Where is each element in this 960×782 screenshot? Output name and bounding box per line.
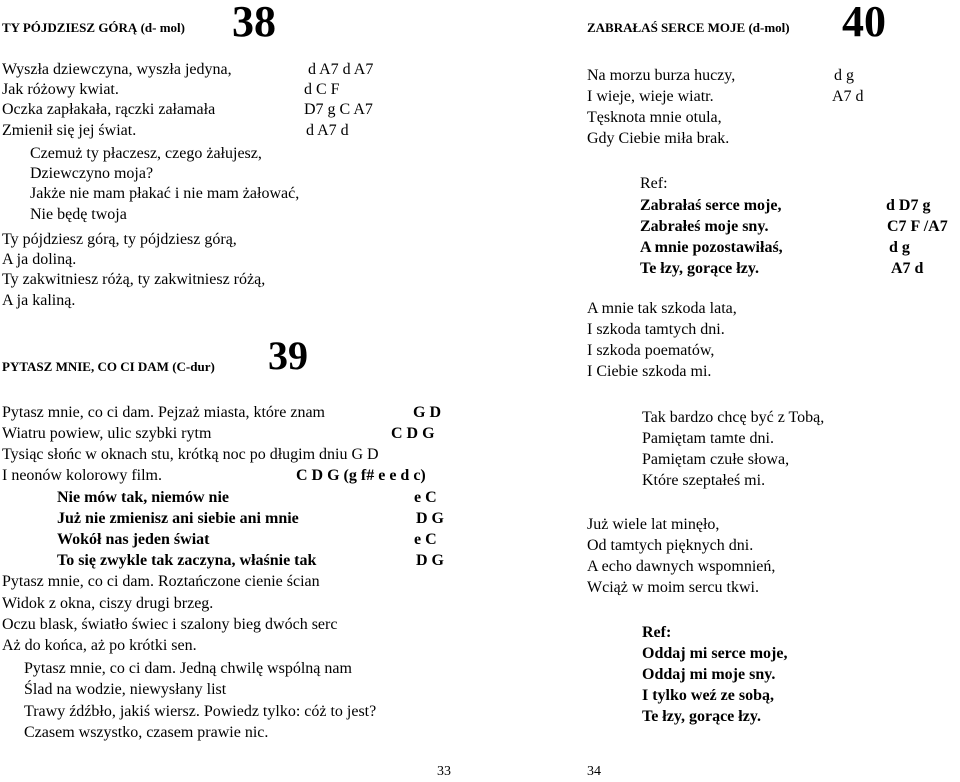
lyric-line: Które szeptałeś mi. — [642, 472, 766, 489]
song39-title: PYTASZ MNIE, CO CI DAM (C-dur) — [2, 359, 215, 374]
chord-line: e C — [414, 531, 437, 548]
lyric-line: Wokół nas jeden świat — [57, 531, 210, 548]
lyric-line: Pytasz mnie, co ci dam. Jedną chwilę wspólną nam — [24, 660, 352, 677]
lyric-line: Pytasz mnie, co ci dam. Roztańczone cienie ścian — [2, 573, 320, 590]
lyric-line: Zabrałeś moje sny. — [640, 218, 769, 235]
chord-line: d g — [889, 239, 910, 256]
chord-line: d A7 d — [306, 122, 349, 139]
lyric-line: Aż do końca, aż po krótki sen. — [2, 637, 197, 654]
lyric-line: Tęsknota mnie otula, — [587, 109, 722, 126]
lyric-line: Widok z okna, ciszy drugi brzeg. — [2, 595, 214, 612]
chord-line: e C — [414, 489, 437, 506]
lyric-line: I tylko weź ze sobą, — [642, 687, 774, 704]
lyric-line: Nie będę twoja — [30, 206, 127, 223]
lyric-line: A ja doliną. — [2, 251, 77, 268]
lyric-line: Te łzy, gorące łzy. — [642, 708, 761, 725]
lyric-line: Ślad na wodzie, niewysłany list — [24, 681, 227, 698]
lyric-line: Tak bardzo chcę być z Tobą, — [642, 409, 825, 426]
lyric-line: Oczka zapłakała, rączki załamała — [2, 101, 216, 118]
lyric-line: Pamiętam tamte dni. — [642, 430, 774, 447]
lyric-line: A ja kaliną. — [2, 292, 76, 309]
chord-line: D G — [416, 510, 444, 527]
lyric-line: Czemuż ty płaczesz, czego żałujesz, — [30, 145, 262, 162]
lyric-line: Zmienił się jej świat. — [2, 122, 137, 139]
song40-title: ZABRAŁAŚ SERCE MOJE (d-mol) — [587, 20, 790, 35]
chord-line: D7 g C A7 — [304, 101, 373, 118]
chord-line: C D G — [391, 425, 435, 442]
chord-line: C7 F /A7 — [887, 218, 948, 235]
song38-title: TY PÓJDZIESZ GÓRĄ (d- mol) — [2, 20, 185, 35]
lyric-line: Już nie zmienisz ani siebie ani mnie — [57, 510, 299, 527]
lyric-line: A echo dawnych wspomnień, — [587, 558, 776, 575]
lyric-line: Trawy źdźbło, jakiś wiersz. Powiedz tylko: cóż to jest? — [24, 703, 377, 720]
lyric-line: I szkoda tamtych dni. — [587, 321, 725, 338]
lyric-line: I wieje, wieje wiatr. — [587, 88, 714, 105]
lyric-line: Ty zakwitniesz różą, ty zakwitniesz różą, — [2, 271, 266, 288]
lyric-line: Dziewczyno moja? — [30, 165, 154, 182]
page-number-left: 33 — [437, 764, 451, 779]
lyric-line: Od tamtych pięknych dni. — [587, 537, 754, 554]
lyric-line: Zabrałaś serce moje, — [640, 197, 782, 214]
page-number-right: 34 — [587, 764, 601, 779]
chord-line: d C F — [304, 81, 340, 98]
lyric-line: To się zwykle tak zaczyna, właśnie tak — [57, 552, 317, 569]
chord-line: d A7 d A7 — [308, 61, 374, 78]
lyric-line: Oczu blask, światło świec i szalony bieg dwóch serc — [2, 616, 338, 633]
lyric-line: Pytasz mnie, co ci dam. Pejzaż miasta, które znam — [2, 404, 325, 421]
lyric-line: Czasem wszystko, czasem prawie nic. — [24, 724, 269, 741]
lyric-line: Już wiele lat minęło, — [587, 516, 720, 533]
lyric-line: A mnie pozostawiłaś, — [640, 239, 783, 256]
lyric-line: Na morzu burza huczy, — [587, 67, 736, 84]
song40-number: 40 — [842, 0, 886, 46]
lyric-line: Oddaj mi serce moje, — [642, 645, 788, 662]
chord-line: D G — [416, 552, 444, 569]
chord-line: d g — [834, 67, 854, 84]
lyric-line: Tysiąc słońc w oknach stu, krótką noc po długim dniu G D — [2, 446, 379, 463]
lyric-line: Jak różowy kwiat. — [2, 81, 119, 98]
song39-number: 39 — [268, 333, 308, 378]
lyric-line: A mnie tak szkoda lata, — [587, 300, 737, 317]
lyric-line: I neonów kolorowy film. — [2, 467, 162, 484]
lyric-line: Jakże nie mam płakać i nie mam żałować, — [30, 185, 300, 202]
lyric-line: Ty pójdziesz górą, ty pójdziesz górą, — [2, 231, 237, 248]
chord-line: d D7 g — [886, 197, 931, 214]
lyric-line: I szkoda poematów, — [587, 342, 715, 359]
lyric-line: Pamiętam czułe słowa, — [642, 451, 790, 468]
lyric-line: Nie mów tak, niemów nie — [57, 489, 229, 506]
lyric-line: Gdy Ciebie miła brak. — [587, 130, 730, 147]
lyric-line: I Ciebie szkoda mi. — [587, 363, 712, 380]
chord-line: A7 d — [832, 88, 864, 105]
chord-line: A7 d — [891, 260, 924, 277]
lyric-line: Wyszła dziewczyna, wyszła jedyna, — [2, 61, 232, 78]
song38-number: 38 — [232, 0, 276, 46]
ref-label: Ref: — [642, 624, 672, 641]
lyric-line: Oddaj mi moje sny. — [642, 666, 776, 683]
lyric-line: Wiatru powiew, ulic szybki rytm — [2, 425, 212, 442]
chord-line: G D — [413, 404, 441, 421]
lyric-line: Wciąż w moim sercu tkwi. — [587, 579, 759, 596]
chord-line: C D G (g f# e e d c) — [296, 467, 426, 484]
lyric-line: Te łzy, gorące łzy. — [640, 260, 759, 277]
ref-label: Ref: — [640, 175, 668, 192]
